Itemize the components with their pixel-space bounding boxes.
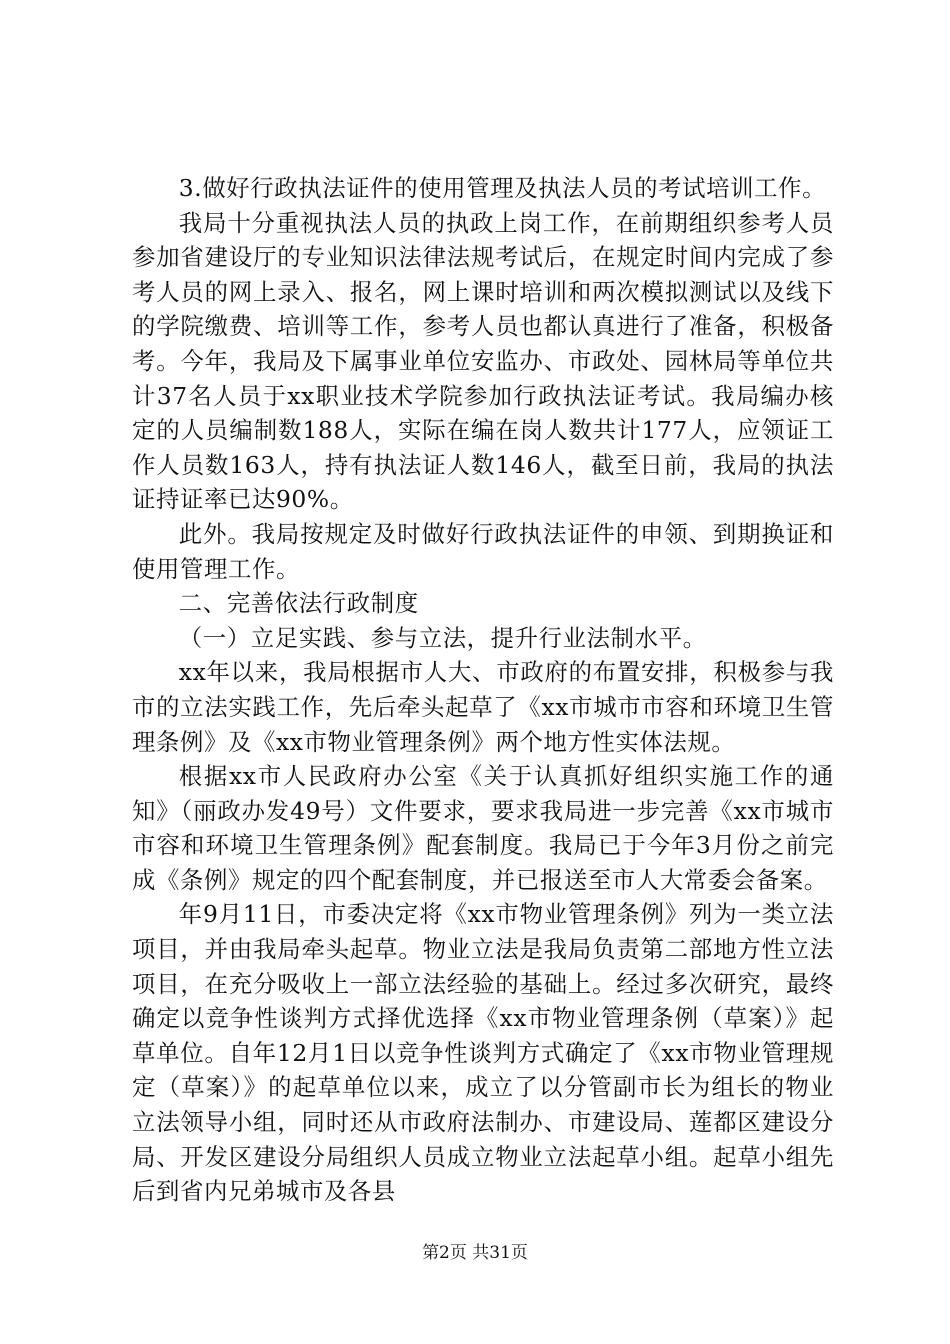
paragraph-certificate-management: 此外。我局按规定及时做好行政执法证件的申领、到期换证和使用管理工作。 — [132, 519, 834, 583]
paragraph-supporting-regulations: 根据xx市人民政府办公室《关于认真抓好组织实施工作的通知》（丽政办发49号）文件要求，要求我局进一步完善《xx市城市市容和环境卫生管理条例》配套制度。我局已于今年3月份之前完成《条例》规定的四个配套制度，并已报送至市人大常委会备案。 — [132, 762, 834, 894]
paragraph-property-legislation: 年9月11日，市委决定将《xx市物业管理条例》列为一类立法项目，并由我局牵头起草。物业立法是我局负责第二部地方性立法项目，在充分吸收上一部立法经验的基础上。经过多次研究，最终确定以竞争性谈判方式择优选择《xx市物业管理条例（草案）》起草单位。自年12月1日以竞争性谈判方式确定了《xx市物业管理规定（草案）》的起草单位以来，成立了以分管副市长为组长的物业立法领导小组，同时还从市政府法制办、市建设局、莲都区建设分局、开发区建设分局组织人员成立物业立法起草小组。起草小组先后到省内兄弟城市及各县 — [132, 900, 834, 1206]
document-body — [132, 171, 834, 1209]
heading-section-two: 二、完善依法行政制度 — [178, 589, 419, 618]
paragraph-legislation-practice: xx年以来，我局根据市人大、市政府的布置安排，积极参与我市的立法实践工作，先后牵头起草了《xx市城市市容和环境卫生管理条例》及《xx市物业管理条例》两个地方性实体法规。 — [132, 658, 834, 756]
heading-subsection-one: （一）立足实践、参与立法，提升行业法制水平。 — [178, 623, 707, 652]
paragraph-section-3-heading: 3.做好行政执法证件的使用管理及执法人员的考试培训工作。 — [178, 174, 827, 202]
paragraph-exam-training: 我局十分重视执法人员的执政上岗工作，在前期组织参考人员参加省建设厅的专业知识法律法规考试后，在规定时间内完成了参考人员的网上录入、报名，网上课时培训和两次模拟测试以及线下的学院缴费、培训等工作，参考人员也都认真进行了准备，积极备考。今年，我局及下属事业单位安监办、市政处、园林局等单位共计37名人员于xx职业技术学院参加行政执法证考试。我局编办核定的人员编制数188人，实际在编在岗人数共计177人，应领证工作人员数163人，持有执法证人数146人，截至日前，我局的执法证持证率已达90%。 — [132, 208, 834, 514]
page-number-footer: 第2页 共31页 — [422, 1243, 528, 1263]
